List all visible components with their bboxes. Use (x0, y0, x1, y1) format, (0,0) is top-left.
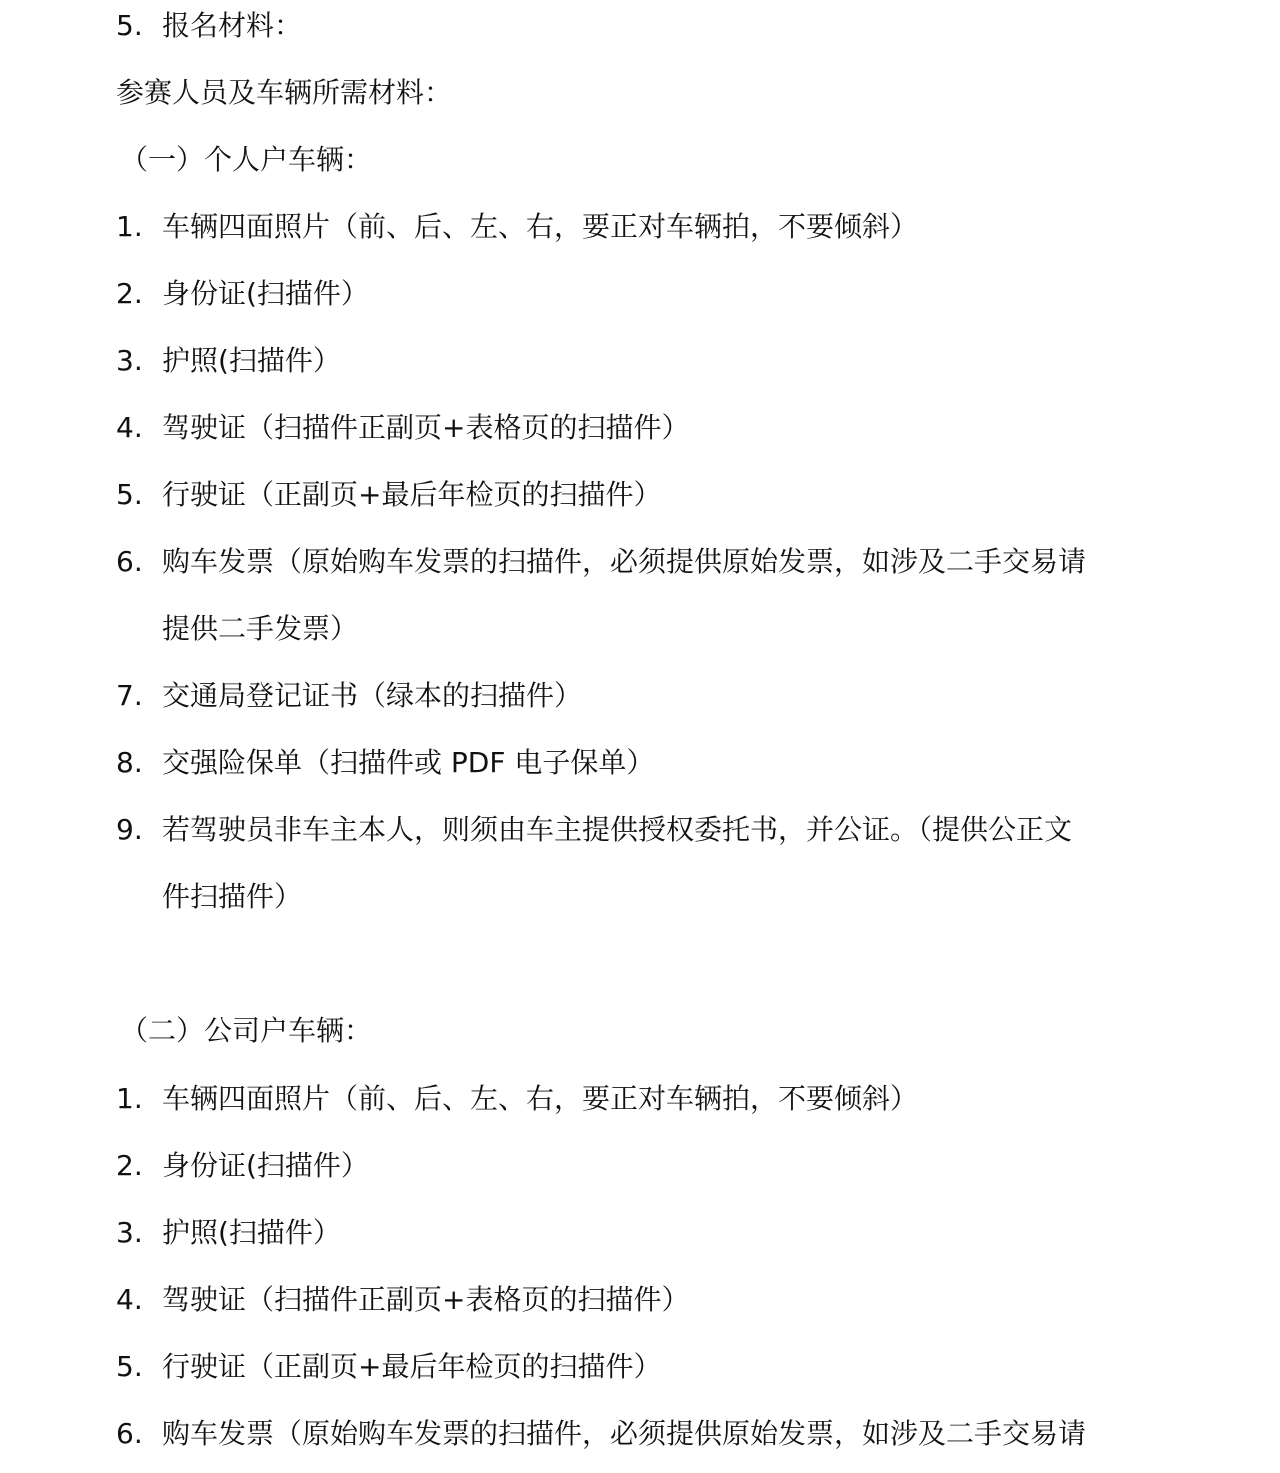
list-item-number: 6. (116, 545, 143, 578)
list-item-number: 2. (116, 1149, 143, 1182)
list-item-text: 车辆四面照片（前、后、左、右，要正对车辆拍，不要倾斜） (162, 210, 919, 243)
list-item-continuation: 提供二手发票） (162, 612, 359, 645)
list-item-text: 车辆四面照片（前、后、左、右，要正对车辆拍，不要倾斜） (162, 1082, 919, 1115)
list-item-text: 护照(扫描件） (162, 1216, 341, 1249)
list-item-text: 行驶证（正副页+最后年检页的扫描件） (162, 478, 662, 511)
list-item-continuation: 件扫描件） (162, 880, 303, 913)
list-item-number: 4. (116, 411, 143, 444)
list-item-text: 购车发票（原始购车发票的扫描件，必须提供原始发票，如涉及二手交易请 (162, 545, 1087, 578)
list-item-text: 交强险保单（扫描件或 PDF 电子保单） (162, 746, 655, 779)
list-item-text: 护照(扫描件） (162, 344, 341, 377)
list-item-number: 3. (116, 1216, 143, 1249)
section-number: 5. (116, 9, 143, 42)
group-title-individual: （一）个人户车辆： (120, 143, 373, 176)
section-title: 报名材料： (162, 9, 303, 42)
list-item-text: 身份证(扫描件） (162, 1149, 369, 1182)
list-item-number: 3. (116, 344, 143, 377)
intro-paragraph: 参赛人员及车辆所需材料： (116, 76, 453, 109)
list-item-number: 1. (116, 1082, 143, 1115)
list-item-number: 7. (116, 679, 143, 712)
list-item-number: 1. (116, 210, 143, 243)
list-item-text: 交通局登记证书（绿本的扫描件） (162, 679, 583, 712)
list-item-number: 2. (116, 277, 143, 310)
list-item-text: 购车发票（原始购车发票的扫描件，必须提供原始发票，如涉及二手交易请 (162, 1417, 1087, 1450)
list-item-number: 4. (116, 1283, 143, 1316)
list-item-number: 5. (116, 478, 143, 511)
list-item-number: 9. (116, 813, 143, 846)
list-item-text: 身份证(扫描件） (162, 277, 369, 310)
list-item-number: 8. (116, 746, 143, 779)
list-item-text: 驾驶证（扫描件正副页+表格页的扫描件） (162, 411, 690, 444)
list-item-number: 5. (116, 1350, 143, 1383)
list-item-text: 行驶证（正副页+最后年检页的扫描件） (162, 1350, 662, 1383)
list-item-text: 驾驶证（扫描件正副页+表格页的扫描件） (162, 1283, 690, 1316)
group-title-company: （二）公司户车辆： (120, 1014, 373, 1047)
list-item-number: 6. (116, 1417, 143, 1450)
list-item-text: 若驾驶员非车主本人，则须由车主提供授权委托书，并公证。（提供公正文 (162, 813, 1073, 846)
